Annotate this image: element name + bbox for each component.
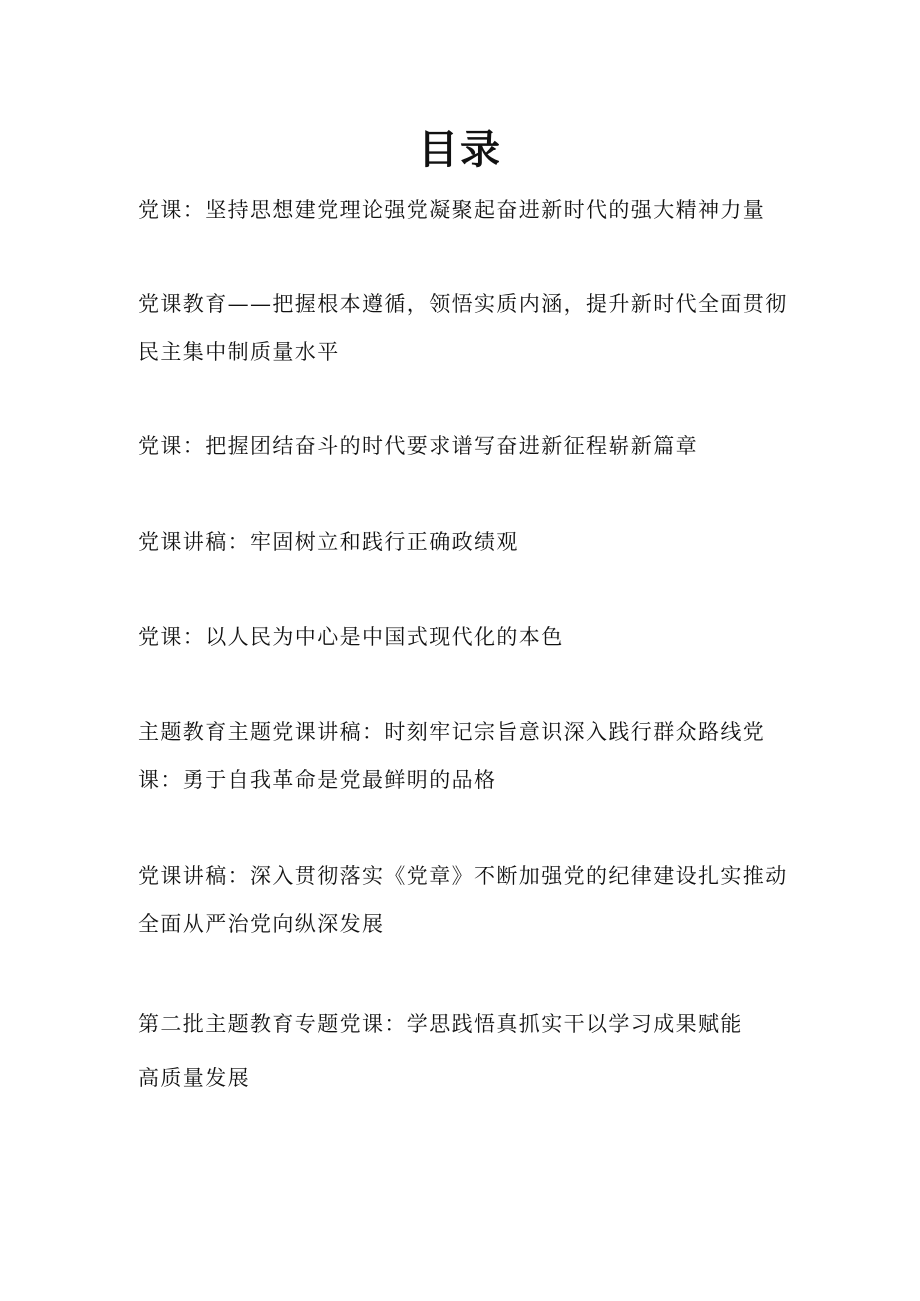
toc-entry-line: 课：勇于自我革命是党最鲜明的品格 (138, 768, 497, 792)
toc-entry-line: 党课：把握团结奋斗的时代要求谱写奋进新征程崭新篇章 (138, 434, 698, 458)
page-title: 目录 (418, 127, 502, 173)
toc-entry-line: 民主集中制质量水平 (138, 340, 340, 364)
toc-entry-6[interactable] (138, 720, 778, 792)
toc-entry-2[interactable] (138, 292, 788, 364)
toc-entry-8[interactable] (138, 1012, 778, 1090)
toc-entry-line: 全面从严治党向纵深发展 (138, 912, 385, 936)
toc-entry-line: 党课讲稿：深入贯彻落实《党章》不断加强党的纪律建设扎实推动 (138, 864, 788, 888)
toc-entry-1[interactable] (138, 198, 778, 222)
toc-entry-3[interactable] (138, 434, 778, 458)
toc-entry-line: 党课：坚持思想建党理论强党凝聚起奋进新时代的强大精神力量 (138, 198, 766, 222)
toc-entry-line: 主题教育主题党课讲稿：时刻牢记宗旨意识深入践行群众路线党 (138, 720, 766, 744)
toc-entry-line: 第二批主题教育专题党课：学思践悟真抓实干以学习成果赋能 (138, 1012, 743, 1036)
toc-entry-line: 高质量发展 (138, 1066, 250, 1090)
toc-entry-7[interactable] (138, 864, 788, 936)
toc-entry-line: 党课讲稿：牢固树立和践行正确政绩观 (138, 530, 519, 554)
toc-entry-5[interactable] (138, 625, 778, 649)
toc-entry-line: 党课教育——把握根本遵循，领悟实质内涵，提升新时代全面贯彻 (138, 292, 788, 316)
toc-entry-4[interactable] (138, 530, 778, 554)
toc-entry-line: 党课：以人民为中心是中国式现代化的本色 (138, 625, 564, 649)
